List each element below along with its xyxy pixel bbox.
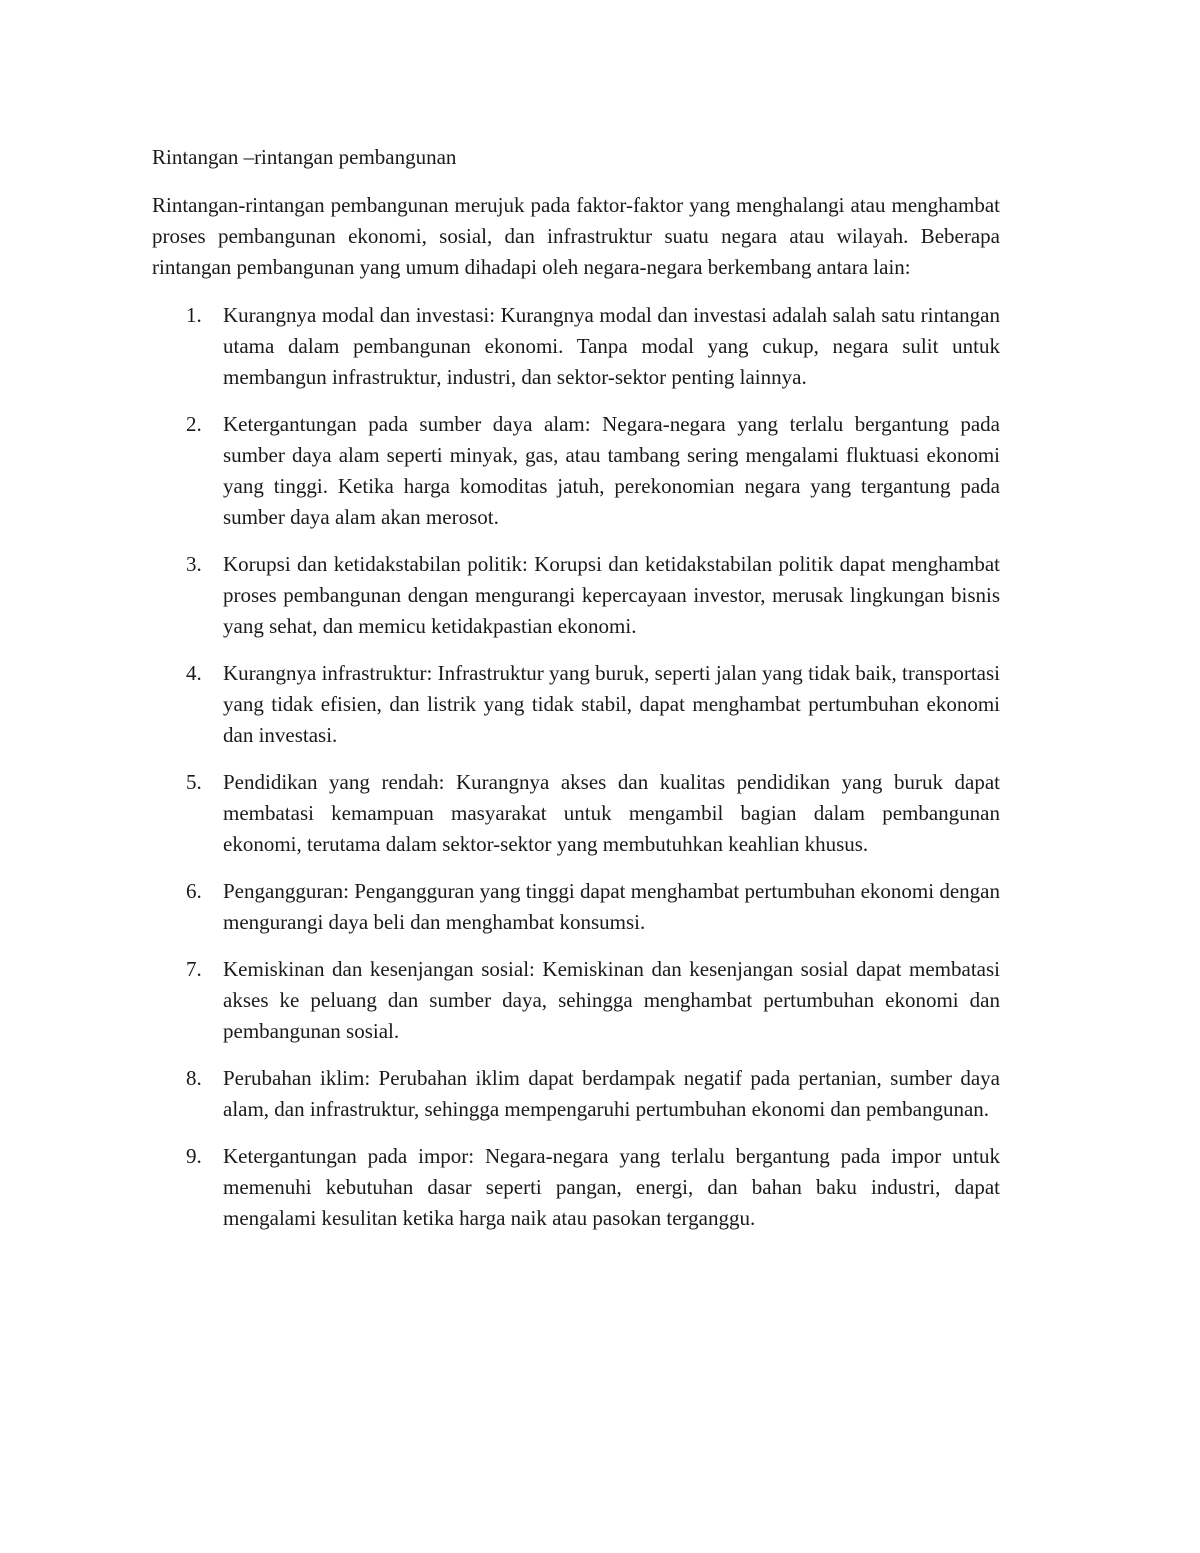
- list-item-text: Pengangguran: Pengangguran yang tinggi dapat menghambat pertumbuhan ekonomi dengan mengurangi daya beli dan menghambat konsumsi.: [223, 879, 1000, 934]
- list-item: [152, 549, 1000, 642]
- list-item: [152, 300, 1000, 393]
- list-item-number: 3.: [186, 552, 202, 576]
- list-item-number: 8.: [186, 1066, 202, 1090]
- list-item: [152, 767, 1000, 860]
- document-title: Rintangan –rintangan pembangunan: [152, 145, 457, 169]
- list-item-text: Ketergantungan pada impor: Negara-negara yang terlalu bergantung pada impor untuk memenuhi kebutuhan dasar seperti pangan, energi, dan bahan baku industri, dapat mengalami kesulitan ketika harga naik atau pasokan terganggu.: [223, 1144, 1000, 1230]
- list-item-number: 7.: [186, 957, 202, 981]
- document-page: [152, 142, 1000, 1250]
- list-item-number: 1.: [186, 303, 202, 327]
- list-item: [152, 1063, 1000, 1125]
- list-item-text: Korupsi dan ketidakstabilan politik: Korupsi dan ketidakstabilan politik dapat menghambat proses pembangunan dengan mengurangi kepercayaan investor, merusak lingkungan bisnis yang sehat, dan memicu ketidakpastian ekonomi.: [223, 552, 1000, 638]
- list-item-number: 4.: [186, 661, 202, 685]
- list-item-text: Kemiskinan dan kesenjangan sosial: Kemiskinan dan kesenjangan sosial dapat membatasi akses ke peluang dan sumber daya, sehingga menghambat pertumbuhan ekonomi dan pembangunan sosial.: [223, 957, 1000, 1043]
- list-item: [152, 1141, 1000, 1234]
- list-item: [152, 658, 1000, 751]
- list-item: [152, 954, 1000, 1047]
- list-item-number: 2.: [186, 412, 202, 436]
- list-item: [152, 876, 1000, 938]
- list-item-number: 9.: [186, 1144, 202, 1168]
- list-item-number: 6.: [186, 879, 202, 903]
- list-item-text: Pendidikan yang rendah: Kurangnya akses dan kualitas pendidikan yang buruk dapat membatasi kemampuan masyarakat untuk mengambil bagian dalam pembangunan ekonomi, terutama dalam sektor-sektor yang membutuhkan keahlian khusus.: [223, 770, 1000, 856]
- list-item-number: 5.: [186, 770, 202, 794]
- list-item-text: Perubahan iklim: Perubahan iklim dapat berdampak negatif pada pertanian, sumber daya alam, dan infrastruktur, sehingga mempengaruhi pertumbuhan ekonomi dan pembangunan.: [223, 1066, 1000, 1121]
- obstacle-list: [152, 300, 1000, 1234]
- list-item-text: Ketergantungan pada sumber daya alam: Negara-negara yang terlalu bergantung pada sumber daya alam seperti minyak, gas, atau tambang sering mengalami fluktuasi ekonomi yang tinggi. Ketika harga komoditas jatuh, perekonomian negara yang tergantung pada sumber daya alam akan merosot.: [223, 412, 1000, 529]
- intro-paragraph: Rintangan-rintangan pembangunan merujuk pada faktor-faktor yang menghalangi atau menghambat proses pembangunan ekonomi, sosial, dan infrastruktur suatu negara atau wilayah. Beberapa rintangan pembangunan yang umum dihadapi oleh negara-negara berkembang antara lain:: [152, 193, 1000, 279]
- list-item-text: Kurangnya infrastruktur: Infrastruktur yang buruk, seperti jalan yang tidak baik, transportasi yang tidak efisien, dan listrik yang tidak stabil, dapat menghambat pertumbuhan ekonomi dan investasi.: [223, 661, 1000, 747]
- list-item-text: Kurangnya modal dan investasi: Kurangnya modal dan investasi adalah salah satu rintangan utama dalam pembangunan ekonomi. Tanpa modal yang cukup, negara sulit untuk membangun infrastruktur, industri, dan sektor-sektor penting lainnya.: [223, 303, 1000, 389]
- list-item: [152, 409, 1000, 533]
